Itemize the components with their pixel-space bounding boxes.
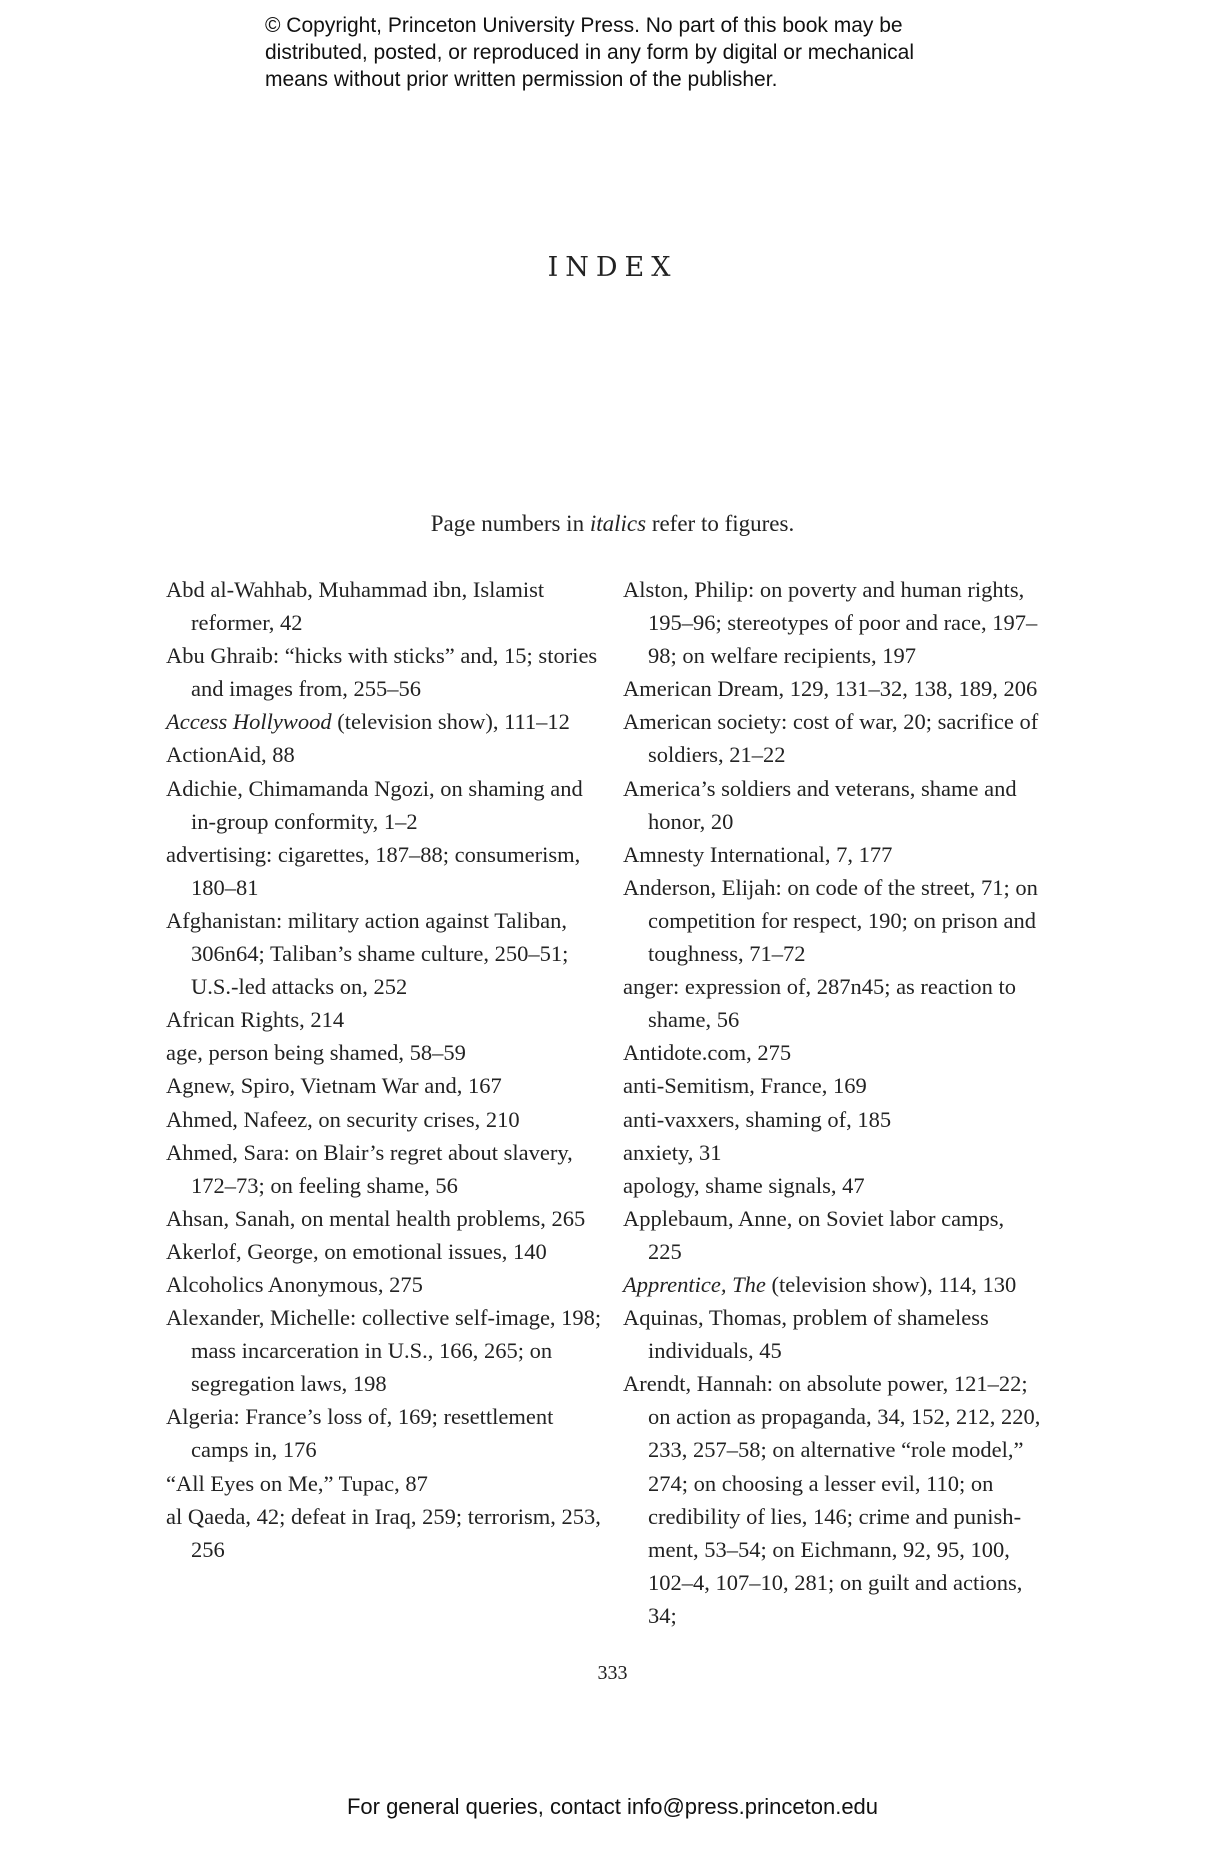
index-entry bbox=[623, 1268, 1043, 1301]
index-entry-text: Ahmed, Sara: on Blair’s regret about slavery, 172–73; on feeling shame, 56 bbox=[166, 1139, 573, 1198]
index-entry bbox=[166, 1467, 606, 1500]
index-entry-text: Agnew, Spiro, Vietnam War and, 167 bbox=[166, 1073, 502, 1099]
index-entry bbox=[623, 838, 1043, 871]
index-entry bbox=[166, 1301, 606, 1400]
page-title: INDEX bbox=[547, 252, 678, 283]
index-entry-text: Anderson, Elijah: on code of the street, 71; on competition for respect, 190; on prison and toughness, 71–72 bbox=[623, 874, 1038, 967]
index-entry-text: ActionAid, 88 bbox=[166, 742, 295, 768]
index-entry bbox=[623, 1202, 1043, 1268]
index-entry-text: Abd al-Wahhab, Muhammad ibn, Islamist reformer, 42 bbox=[166, 577, 545, 636]
index-entry bbox=[166, 639, 606, 705]
index-entry-text: American society: cost of war, 20; sacrifice of soldiers, 21–22 bbox=[623, 709, 1039, 768]
index-entry-text: Aquinas, Thomas, problem of shameless individuals, 45 bbox=[623, 1305, 989, 1364]
copyright-line: means without prior written permission of the publisher. bbox=[265, 68, 778, 91]
index-entry-text: Akerlof, George, on emotional issues, 140 bbox=[166, 1238, 547, 1264]
index-entry-text: age, person being shamed, 58–59 bbox=[166, 1040, 466, 1066]
index-entry bbox=[166, 1202, 606, 1235]
index-entry-text: apology, shame signals, 47 bbox=[623, 1172, 865, 1198]
index-entry-text: advertising: cigarettes, 187–88; consumerism, 180–81 bbox=[166, 841, 581, 900]
index-entry-text: (television show), 111–12 bbox=[331, 709, 570, 735]
index-entry bbox=[623, 1169, 1043, 1202]
index-entry bbox=[166, 904, 606, 1003]
index-entry-italic-title: Access Hollywood bbox=[166, 709, 332, 735]
index-entry bbox=[166, 738, 606, 771]
index-entry bbox=[623, 1136, 1043, 1169]
index-entry-text: Algeria: France’s loss of, 169; resettlement camps in, 176 bbox=[166, 1404, 554, 1463]
index-entry-text: anti-Semitism, France, 169 bbox=[623, 1073, 867, 1099]
index-entry bbox=[166, 838, 606, 904]
index-entry-text: Antidote.com, 275 bbox=[623, 1040, 792, 1066]
index-entry-text: American Dream, 129, 131–32, 138, 189, 206 bbox=[623, 676, 1038, 702]
index-entry bbox=[623, 1367, 1043, 1632]
index-entry bbox=[166, 1136, 606, 1202]
index-column-right bbox=[623, 573, 1043, 1632]
index-entry-text: al Qaeda, 42; defeat in Iraq, 259; terrorism, 253, 256 bbox=[166, 1503, 601, 1562]
index-entry bbox=[166, 1036, 606, 1069]
index-entry bbox=[623, 705, 1043, 771]
index-intro-note bbox=[0, 509, 1225, 539]
index-entry-text: Adichie, Chimamanda Ngozi, on shaming and in-group conformity, 1–2 bbox=[166, 775, 583, 834]
index-entry-text: anti-vaxxers, shaming of, 185 bbox=[623, 1106, 892, 1132]
index-entry-text: “All Eyes on Me,” Tupac, 87 bbox=[166, 1470, 428, 1496]
index-entry bbox=[166, 1069, 606, 1102]
index-entry bbox=[623, 573, 1043, 672]
index-entry bbox=[623, 1036, 1043, 1069]
index-entry-text: Alexander, Michelle: collective self-image, 198; mass incarceration in U.S., 166, 265; on segregation laws, 198 bbox=[166, 1305, 602, 1397]
index-entry bbox=[623, 871, 1043, 970]
index-entry-text: Amnesty International, 7, 177 bbox=[623, 841, 893, 867]
index-entry-text: (television show), 114, 130 bbox=[765, 1271, 1017, 1297]
index-entry-text: Ahsan, Sanah, on mental health problems, 265 bbox=[166, 1205, 586, 1231]
intro-italic-text: italics bbox=[589, 511, 647, 536]
index-entry-text: Applebaum, Anne, on Soviet labor camps, 225 bbox=[623, 1205, 1005, 1264]
index-entry bbox=[623, 1301, 1043, 1367]
index-entry bbox=[623, 1103, 1043, 1136]
index-entry-text: Ahmed, Nafeez, on security crises, 210 bbox=[166, 1106, 520, 1132]
index-entry-text: Abu Ghraib: “hicks with sticks” and, 15; stories and images from, 255–56 bbox=[166, 643, 598, 702]
index-entry bbox=[623, 1069, 1043, 1102]
index-entry bbox=[166, 1103, 606, 1136]
footer-contact: For general queries, contact info@press.princeton.edu bbox=[346, 1794, 879, 1819]
index-entry bbox=[166, 1400, 606, 1466]
index-entry-text: Afghanistan: military action against Taliban, 306n64; Taliban’s shame culture, 250–51; U.S.-led attacks on, 252 bbox=[166, 907, 569, 1000]
index-entry bbox=[623, 970, 1043, 1036]
copyright-line: distributed, posted, or reproduced in any form by digital or mechanical bbox=[265, 41, 915, 64]
index-entry-text: Arendt, Hannah: on absolute power, 121–22; on action as propaganda, 34, 152, 212, 220, 233, 257–58; on alternative “role model,” 274; on choosing a lesser evil, 110; on credibility of lies, 146; crime and punishment, 53–54; on Eichmann, 92, 95, 100, 102–4, 107–10, 281; on guilt and actions, 34; bbox=[623, 1371, 1041, 1628]
index-entry-text: anger: expression of, 287n45; as reaction to shame, 56 bbox=[623, 974, 1017, 1033]
index-entry bbox=[166, 1003, 606, 1036]
index-entry bbox=[166, 1268, 606, 1301]
copyright-notice bbox=[265, 12, 985, 93]
index-entry bbox=[166, 1235, 606, 1268]
index-entry-text: African Rights, 214 bbox=[166, 1007, 345, 1033]
index-entry bbox=[166, 573, 606, 639]
index-entry bbox=[623, 672, 1043, 705]
index-column-left bbox=[166, 573, 606, 1566]
index-entry-italic-title: Apprentice, The bbox=[623, 1271, 766, 1297]
index-entry-text: America’s soldiers and veterans, shame and honor, 20 bbox=[623, 775, 1017, 834]
intro-text: refer to figures. bbox=[646, 511, 795, 536]
index-entry bbox=[623, 772, 1043, 838]
index-entry bbox=[166, 705, 606, 738]
index-entry bbox=[166, 1500, 606, 1566]
page-number: 333 bbox=[597, 1662, 628, 1684]
index-entry bbox=[166, 772, 606, 838]
index-entry-text: Alcoholics Anonymous, 275 bbox=[166, 1271, 423, 1297]
index-entry-text: Alston, Philip: on poverty and human rights, 195–96; stereotypes of poor and race, 197–98; on welfare recipients, 197 bbox=[623, 577, 1038, 669]
intro-text: Page numbers in bbox=[430, 511, 590, 536]
copyright-line: © Copyright, Princeton University Press. No part of this book may be bbox=[265, 14, 903, 37]
index-entry-text: anxiety, 31 bbox=[623, 1139, 722, 1165]
